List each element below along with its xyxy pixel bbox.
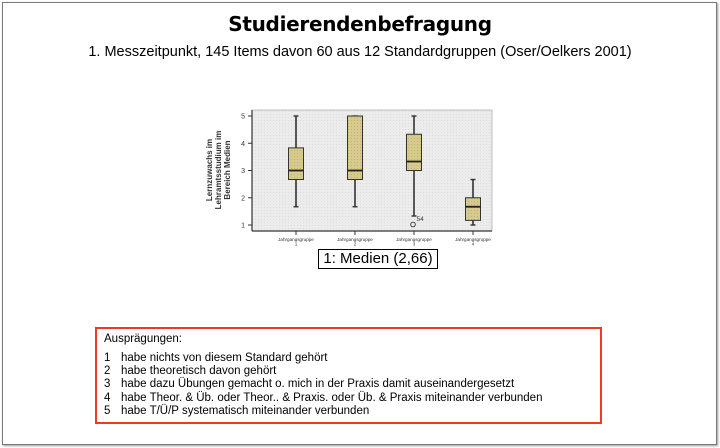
legend-box [95, 327, 602, 424]
y-axis-label [205, 131, 232, 210]
legend-item-number: 1 [104, 352, 111, 364]
legend-item [104, 352, 593, 365]
y-tick-label: 5 [241, 113, 245, 121]
legend-item-text: habe T/Ü/P systematisch miteinander verbunden [121, 404, 370, 417]
legend-item-number: 4 [104, 391, 111, 404]
legend-item [104, 392, 593, 405]
x-tick-label: Jahrgangsgruppe [396, 237, 432, 242]
box [407, 134, 422, 170]
outlier-label: 54 [416, 216, 424, 223]
chart-caption: 1: Medien (2,66) [318, 249, 438, 269]
legend-item-text: habe theoretisch davon gehört [121, 365, 277, 378]
legend-item-number: 3 [104, 378, 111, 391]
legend-item-text: habe Theor. & Üb. oder Theor.. & Praxis. oder Üb. & Praxis miteinander verbunden [121, 391, 543, 404]
y-tick-label: 2 [241, 195, 245, 203]
y-axis [241, 114, 252, 230]
legend-item [104, 378, 593, 391]
svg-text:Lernzuwachs im: Lernzuwachs im [205, 138, 214, 202]
legend-item-number: 5 [104, 404, 111, 417]
legend-item [104, 405, 593, 418]
box [289, 148, 304, 180]
x-tick-number: 4 [471, 241, 475, 247]
legend-item-text: habe dazu Übungen gemacht o. mich in der Praxis damit auseinandergesetzt [121, 378, 515, 391]
legend-item-number: 2 [104, 365, 111, 378]
x-axis [278, 231, 491, 247]
svg-text:Lehramtsstudium im: Lehramtsstudium im [214, 130, 223, 210]
y-tick-label: 4 [241, 140, 245, 148]
page-subtitle: 1. Messzeitpunkt, 145 Items davon 60 aus 12 Standardgruppen (Oser/Oelkers 2001) [88, 44, 632, 60]
svg-text:Bereich Medien: Bereich Medien [223, 140, 232, 200]
legend-item-text: habe nichts von diesem Standard gehört [121, 352, 328, 364]
y-tick-label: 3 [241, 168, 245, 175]
x-tick-label: Jahrgangsgruppe [337, 237, 373, 242]
x-tick-number: 2 [353, 241, 357, 247]
page-title: Studierendenbefragung [228, 12, 492, 36]
x-tick-label: Jahrgangsgruppe [455, 237, 491, 242]
y-tick-label: 1 [241, 222, 245, 230]
x-tick-number: 3 [412, 241, 416, 247]
x-tick-label: Jahrgangsgruppe [278, 237, 314, 242]
legend-item [104, 365, 593, 378]
x-tick-number: 1 [294, 241, 298, 247]
legend-title: Ausprägungen: [104, 333, 183, 345]
box [466, 198, 481, 221]
